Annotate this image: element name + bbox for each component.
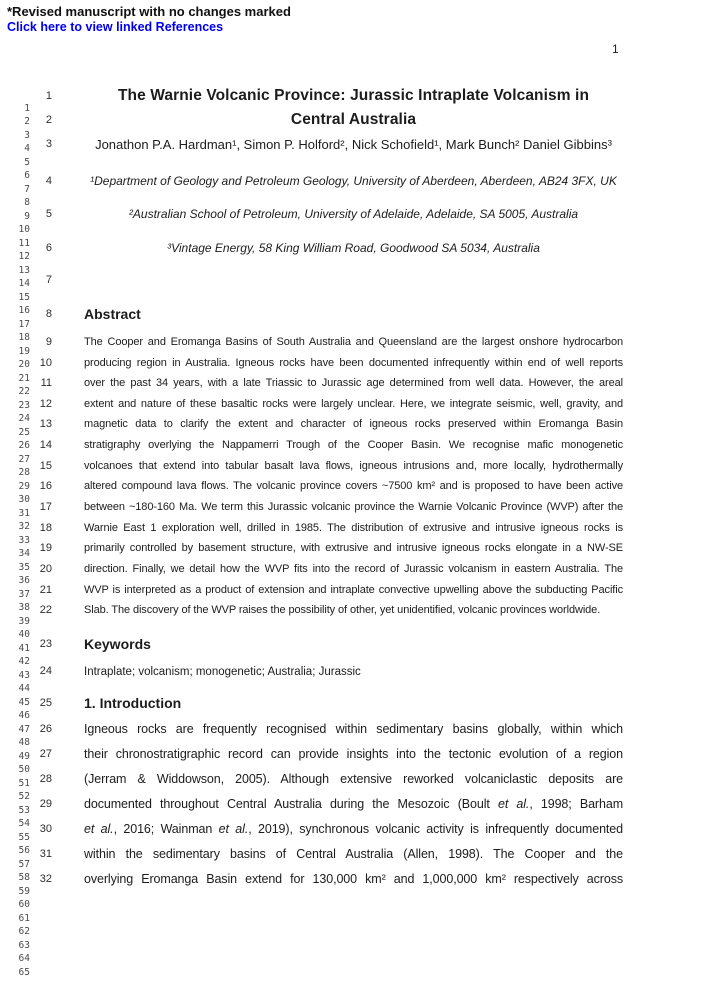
gutter-line-number: 60 [18, 899, 30, 910]
line-number: 15 [39, 460, 52, 472]
line-number: 8 [45, 308, 52, 320]
gutter-line-number: 1 [24, 102, 30, 114]
manuscript-line-23 [0, 636, 623, 654]
manuscript-line-7 [0, 274, 623, 292]
line-text: WVP is interpreted as a product of extension and intraplate convective upwelling above the subducting Pacific [84, 584, 623, 596]
line-text: (Jerram & Widdowson, 2005). Although extensive reworked volcaniclastic deposits are [84, 772, 623, 786]
gutter-line-number: 21 [18, 372, 30, 384]
line-number: 2 [45, 114, 52, 126]
manuscript-line-16 [0, 480, 623, 498]
gutter-line-number: 4 [24, 143, 30, 154]
gutter-line-number: 65 [18, 966, 30, 978]
line-number: 4 [45, 175, 52, 187]
gutter-line-number: 59 [18, 885, 30, 897]
gutter-line-number: 25 [18, 426, 30, 438]
manuscript-line-5 [0, 207, 623, 225]
line-number: 18 [39, 522, 52, 534]
gutter-line-number: 6 [24, 170, 30, 181]
line-text: The Cooper and Eromanga Basins of South Australia and Queensland are the largest onshore hydrocarbon [84, 336, 623, 348]
line-text: over the past 34 years, with a late Triassic to Jurassic age determined from well data. However, the areal [84, 377, 623, 389]
line-text: 1. Introduction [84, 695, 182, 711]
gutter-line-number: 5 [24, 156, 30, 168]
linked-references-link[interactable]: Click here to view linked References [7, 20, 224, 34]
line-number: 13 [39, 418, 52, 430]
line-text: direction. Finally, we detail how the WVP fits into the record of Jurassic volcanism in eastern Australia. The [84, 563, 623, 575]
line-number: 11 [40, 377, 52, 389]
line-number: 25 [39, 697, 52, 709]
line-text: Intraplate; volcanism; monogenetic; Australia; Jurassic [84, 666, 361, 678]
manuscript-line-27 [0, 747, 623, 765]
revision-note: *Revised manuscript with no changes marked [7, 4, 291, 19]
line-text: documented throughout Central Australia during the Mesozoic (Boult et al., 1998; Barham [84, 797, 624, 811]
gutter-line-number: 28 [18, 467, 30, 478]
manuscript-line-25 [0, 695, 623, 713]
gutter-line-number: 15 [18, 291, 30, 303]
line-text: ¹Department of Geology and Petroleum Geology, University of Aberdeen, Aberdeen, AB24 3FX, UK [90, 174, 617, 188]
manuscript-line-15 [0, 460, 623, 478]
gutter-line-number: 20 [18, 359, 30, 370]
line-number: 5 [45, 208, 52, 220]
line-number: 16 [39, 480, 52, 492]
line-text: producing region in Australia. Igneous rocks have been documented infrequently within end of well reports [84, 357, 623, 369]
line-number: 31 [39, 848, 52, 860]
line-number: 9 [45, 336, 52, 348]
gutter-line-number: 43 [18, 669, 30, 681]
gutter-line-number: 3 [24, 129, 30, 141]
line-text: extent and nature of these basaltic rocks were largely unclear. Here, we integrate seismic, well, gravity, and [84, 398, 623, 410]
gutter-line-number: 44 [18, 683, 30, 694]
line-number: 6 [45, 242, 52, 254]
manuscript-line-12 [0, 398, 623, 416]
line-text: their chronostratigraphic record can provide insights into the tectonic evolution of a region [84, 747, 623, 761]
gutter-line-number: 9 [24, 210, 30, 222]
manuscript-line-3 [0, 137, 623, 155]
gutter-line-number: 14 [18, 278, 30, 289]
manuscript-line-13 [0, 418, 623, 436]
gutter-line-number: 19 [18, 345, 30, 357]
gutter-line-number: 41 [18, 642, 30, 654]
line-number: 32 [39, 873, 52, 885]
line-text: ²Australian School of Petroleum, University of Adelaide, Adelaide, SA 5005, Australia [128, 207, 579, 221]
gutter-line-number: 55 [18, 831, 30, 843]
gutter-line-number: 61 [18, 912, 30, 924]
manuscript-line-14 [0, 439, 623, 457]
gutter-line-number: 23 [18, 399, 30, 411]
gutter-line-number: 7 [24, 183, 30, 195]
manuscript-line-9 [0, 336, 623, 354]
line-text: The Warnie Volcanic Province: Jurassic Intraplate Volcanism in [117, 87, 590, 104]
line-number: 28 [39, 773, 52, 785]
gutter-line-number: 48 [18, 737, 30, 748]
gutter-line-number: 62 [18, 926, 30, 937]
gutter-line-number: 45 [18, 696, 30, 708]
gutter-line-number: 38 [18, 602, 30, 613]
gutter-line-number: 27 [18, 453, 30, 465]
gutter-line-number: 13 [18, 264, 30, 276]
line-text: Keywords [84, 636, 151, 652]
line-text: Jonathon P.A. Hardman¹, Simon P. Holford², Nick Schofield¹, Mark Bunch² Daniel Gibbins³ [95, 137, 612, 152]
gutter-line-number: 34 [18, 548, 30, 559]
gutter-line-number: 49 [18, 750, 30, 762]
line-number: 24 [39, 665, 52, 677]
gutter-line-number: 18 [18, 332, 30, 343]
line-text: within the sedimentary basins of Central Australia (Allen, 1998). The Cooper and the [84, 847, 623, 861]
manuscript-line-29 [0, 797, 623, 815]
line-number: 20 [39, 563, 52, 575]
gutter-line-number: 31 [18, 507, 30, 519]
line-number: 26 [39, 723, 52, 735]
gutter-line-number: 10 [18, 224, 30, 235]
line-text: et al., 2016; Wainman et al., 2019), synchronous volcanic activity is infrequently documented [84, 822, 624, 836]
line-text: altered compound lava flows. The volcanic province covers ~7500 km² and is proposed to have been active [84, 480, 623, 492]
line-number: 17 [39, 501, 52, 513]
manuscript-line-30 [0, 822, 623, 840]
manuscript-line-8 [0, 306, 623, 324]
page-number: 1 [612, 42, 619, 56]
line-number: 12 [39, 398, 52, 410]
gutter-line-number: 11 [18, 237, 30, 249]
line-text: Abstract [84, 306, 141, 322]
line-number: 23 [39, 638, 52, 650]
gutter-line-number: 37 [18, 588, 30, 600]
gutter-line-number: 39 [18, 615, 30, 627]
gutter-line-number: 29 [18, 480, 30, 492]
gutter-line-number: 35 [18, 561, 30, 573]
gutter-line-number: 50 [18, 764, 30, 775]
gutter-line-number: 33 [18, 534, 30, 546]
line-text: overlying Eromanga Basin extend for 130,000 km² and 1,000,000 km² respectively across [84, 872, 623, 886]
line-number: 10 [39, 357, 52, 369]
manuscript-line-11 [0, 377, 623, 395]
gutter-line-number: 36 [18, 575, 30, 586]
gutter-line-number: 22 [18, 386, 30, 397]
gutter-line-number: 40 [18, 629, 30, 640]
line-text: magnetic data to clarify the extent and character of igneous rocks preserved within Eromanga Basin [84, 418, 623, 430]
line-text: Slab. The discovery of the WVP raises the possibility of other, yet unidentified, volcanic provinces worldwide. [84, 604, 601, 616]
line-text: between ~180-160 Ma. We term this Jurassic volcanic province the Warnie Volcanic Province (WVP) after the [84, 501, 623, 513]
gutter-line-number: 51 [18, 777, 30, 789]
gutter-line-number: 24 [18, 413, 30, 424]
gutter-line-number: 12 [18, 251, 30, 262]
gutter-line-number: 58 [18, 872, 30, 883]
line-text: Igneous rocks are frequently recognised within sedimentary basins globally, within which [84, 722, 623, 736]
line-text: Warnie East 1 exploration well, drilled in 1985. The distribution of extrusive and intrusive igneous rocks is [84, 522, 623, 534]
gutter-line-number: 42 [18, 656, 30, 667]
line-text: volcanoes that extend into tabular basalt lava flows, igneous intrusions and, more locally, hydrothermally [84, 460, 623, 472]
manuscript-line-24 [0, 665, 623, 683]
line-text: stratigraphy overlying the Nappamerri Trough of the Cooper Basin. We recognise mafic monogenetic [84, 439, 623, 451]
gutter-line-number: 47 [18, 723, 30, 735]
gutter-line-number: 46 [18, 710, 30, 721]
line-number: 14 [39, 439, 52, 451]
gutter-line-number: 8 [24, 197, 30, 208]
line-number: 29 [39, 798, 52, 810]
manuscript-line-17 [0, 501, 623, 519]
line-text: primarily controlled by basement structure, with extrusive and intrusive igneous rocks elongate in a NW-SE [84, 542, 623, 554]
manuscript-line-26 [0, 722, 623, 740]
line-number: 1 [45, 90, 52, 102]
manuscript-line-19 [0, 542, 623, 560]
gutter-line-number: 63 [18, 939, 30, 951]
manuscript-line-22 [0, 604, 623, 622]
gutter-line-number: 26 [18, 440, 30, 451]
manuscript-line-18 [0, 522, 623, 540]
gutter-line-number: 16 [18, 305, 30, 316]
line-number: 3 [45, 138, 52, 150]
line-text: ³Vintage Energy, 58 King William Road, Goodwood SA 5034, Australia [167, 241, 540, 255]
gutter-line-number: 57 [18, 858, 30, 870]
line-number: 30 [39, 823, 52, 835]
manuscript-line-2 [0, 110, 623, 128]
gutter-line-number: 2 [24, 116, 30, 127]
manuscript-line-32 [0, 872, 623, 890]
line-text: Central Australia [290, 111, 417, 128]
gutter-line-number: 56 [18, 845, 30, 856]
line-number: 21 [39, 584, 52, 596]
manuscript-line-10 [0, 357, 623, 375]
line-number: 22 [39, 604, 52, 616]
gutter-line-number: 64 [18, 953, 30, 964]
line-number: 27 [39, 748, 52, 760]
gutter-line-number: 30 [18, 494, 30, 505]
manuscript-line-4 [0, 174, 623, 192]
gutter-line-number: 52 [18, 791, 30, 802]
gutter-line-number: 53 [18, 804, 30, 816]
gutter-line-number: 17 [18, 318, 30, 330]
line-number: 7 [45, 274, 52, 286]
manuscript-line-21 [0, 584, 623, 602]
manuscript-line-20 [0, 563, 623, 581]
manuscript-line-28 [0, 772, 623, 790]
gutter-line-number: 54 [18, 818, 30, 829]
manuscript-line-1 [0, 86, 623, 104]
line-number: 19 [39, 542, 52, 554]
manuscript-line-6 [0, 237, 623, 259]
gutter-line-number: 32 [18, 521, 30, 532]
manuscript-line-31 [0, 847, 623, 865]
